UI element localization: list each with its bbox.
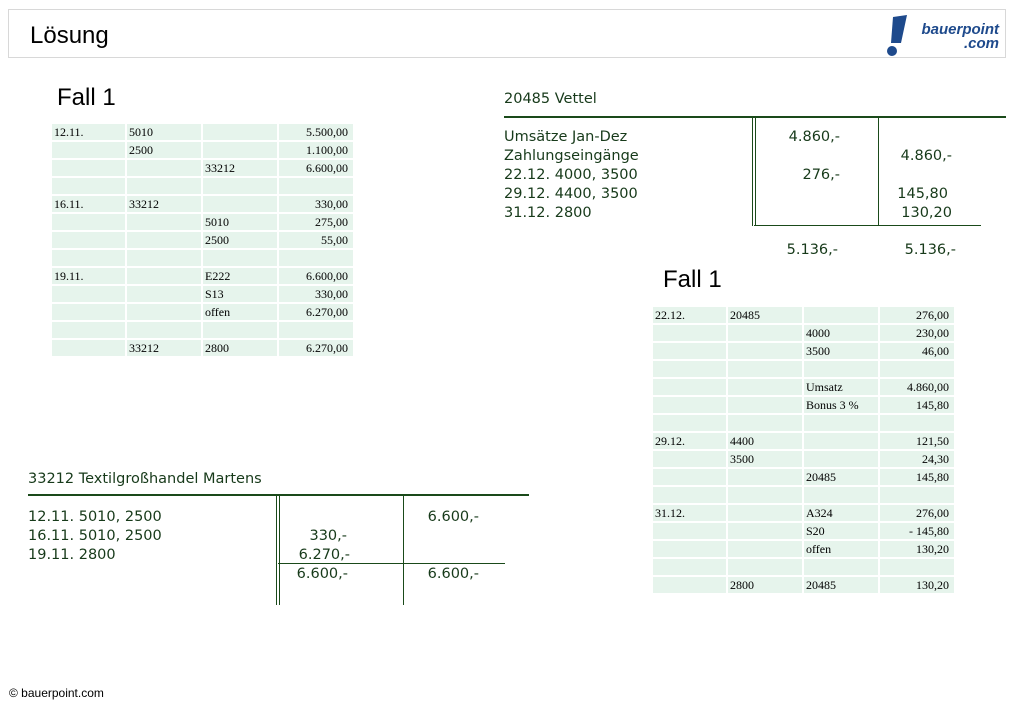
date-cell	[52, 286, 125, 302]
table-row	[653, 577, 954, 593]
amount-cell: 130,20	[880, 541, 954, 557]
soll-konto-cell	[127, 178, 201, 194]
header-bar	[8, 9, 1006, 58]
haben-konto-cell: A324	[804, 505, 878, 521]
amount-cell: 276,00	[880, 505, 954, 521]
amount-cell: 4.860,00	[880, 379, 954, 395]
amount-cell	[279, 178, 353, 194]
haben-konto-cell: Bonus 3 %	[804, 397, 878, 413]
soll-konto-cell	[127, 232, 201, 248]
soll-konto-cell	[127, 268, 201, 284]
t-account-haben-total: 6.600,-	[427, 566, 479, 582]
soll-konto-cell	[728, 325, 802, 341]
amount-cell: 130,20	[880, 577, 954, 593]
haben-konto-cell	[203, 124, 277, 140]
soll-konto-cell	[127, 322, 201, 338]
t-account-line-label: 16.11. 5010, 2500	[28, 528, 162, 544]
amount-cell: 330,00	[279, 196, 353, 212]
date-cell	[52, 250, 125, 266]
date-cell: 12.11.	[52, 124, 125, 140]
haben-konto-cell	[804, 433, 878, 449]
t-account-haben-amount: 6.600,-	[427, 509, 479, 525]
haben-konto-cell: offen	[203, 304, 277, 320]
haben-konto-cell: 2800	[203, 340, 277, 356]
haben-konto-cell: 20485	[804, 469, 878, 485]
soll-konto-cell: 2800	[728, 577, 802, 593]
t-account-line-label: 31.12. 2800	[504, 205, 592, 221]
haben-konto-cell	[203, 250, 277, 266]
haben-konto-cell: 2500	[203, 232, 277, 248]
soll-konto-cell: 2500	[127, 142, 201, 158]
date-cell: 22.12.	[653, 307, 726, 323]
date-cell: 29.12.	[653, 433, 726, 449]
t-account-soll-total: 5.136,-	[786, 242, 838, 258]
t-account-divider	[878, 117, 879, 226]
haben-konto-cell: S20	[804, 523, 878, 539]
table-row	[52, 268, 353, 284]
date-cell	[52, 232, 125, 248]
haben-konto-cell	[804, 451, 878, 467]
soll-konto-cell	[728, 343, 802, 359]
table-row	[653, 469, 954, 485]
journal-table-right	[651, 305, 956, 595]
t-account-line-label: 29.12. 4400, 3500	[504, 186, 638, 202]
soll-konto-cell	[728, 397, 802, 413]
haben-konto-cell: 5010	[203, 214, 277, 230]
haben-konto-cell	[804, 307, 878, 323]
table-row	[52, 178, 353, 194]
logo-text-line2: .com	[963, 35, 999, 52]
t-account-soll-amount: 276,-	[802, 167, 840, 183]
haben-konto-cell: E222	[203, 268, 277, 284]
soll-konto-cell: 3500	[728, 451, 802, 467]
date-cell	[52, 160, 125, 176]
soll-konto-cell	[127, 160, 201, 176]
t-account-title: 33212 Textilgroßhandel Martens	[28, 471, 262, 487]
amount-cell: 145,80	[880, 397, 954, 413]
journal-table-left	[50, 122, 355, 358]
soll-konto-cell	[728, 379, 802, 395]
table-row	[52, 124, 353, 140]
t-account-divider	[755, 117, 756, 226]
t-account-divider	[279, 495, 280, 605]
amount-cell: 55,00	[279, 232, 353, 248]
t-account-sum-line	[754, 225, 981, 226]
amount-cell: 24,30	[880, 451, 954, 467]
soll-konto-cell	[728, 469, 802, 485]
date-cell	[653, 361, 726, 377]
table-row	[653, 325, 954, 341]
t-account-soll-total: 6.600,-	[296, 566, 348, 582]
t-account-soll-amount: 6.270,-	[298, 547, 350, 563]
table-row	[52, 250, 353, 266]
haben-konto-cell: 4000	[804, 325, 878, 341]
haben-konto-cell	[804, 415, 878, 431]
bauerpoint-logo	[879, 13, 1004, 59]
table-row	[52, 196, 353, 212]
t-account-line-label: 22.12. 4000, 3500	[504, 167, 638, 183]
amount-cell	[880, 361, 954, 377]
soll-konto-cell	[127, 304, 201, 320]
amount-cell: 145,80	[880, 469, 954, 485]
haben-konto-cell: 33212	[203, 160, 277, 176]
date-cell	[653, 451, 726, 467]
date-cell	[52, 178, 125, 194]
soll-konto-cell: 20485	[728, 307, 802, 323]
soll-konto-cell	[127, 214, 201, 230]
soll-konto-cell	[728, 415, 802, 431]
haben-konto-cell	[203, 196, 277, 212]
haben-konto-cell	[203, 322, 277, 338]
table-row	[52, 322, 353, 338]
amount-cell: 6.270,00	[279, 304, 353, 320]
t-account-20485-vettel	[504, 91, 1006, 266]
date-cell	[653, 343, 726, 359]
table-row	[653, 361, 954, 377]
amount-cell: 1.100,00	[279, 142, 353, 158]
soll-konto-cell	[728, 541, 802, 557]
date-cell	[52, 304, 125, 320]
haben-konto-cell	[804, 559, 878, 575]
t-account-line-label: Zahlungseingänge	[504, 148, 639, 164]
soll-konto-cell	[127, 286, 201, 302]
amount-cell: 5.500,00	[279, 124, 353, 140]
date-cell	[653, 415, 726, 431]
table-row	[52, 304, 353, 320]
fall-1-right-title: Fall 1	[663, 266, 722, 293]
t-account-soll-amount: 4.860,-	[788, 129, 840, 145]
haben-konto-cell: Umsatz	[804, 379, 878, 395]
table-row	[653, 541, 954, 557]
soll-konto-cell	[728, 361, 802, 377]
amount-cell	[279, 250, 353, 266]
date-cell	[653, 487, 726, 503]
date-cell	[653, 577, 726, 593]
amount-cell: 330,00	[279, 286, 353, 302]
amount-cell: 6.270,00	[279, 340, 353, 356]
amount-cell	[880, 415, 954, 431]
table-row	[653, 343, 954, 359]
soll-konto-cell	[127, 250, 201, 266]
table-row	[52, 286, 353, 302]
soll-konto-cell: 33212	[127, 196, 201, 212]
table-row	[52, 232, 353, 248]
date-cell	[653, 523, 726, 539]
date-cell: 31.12.	[653, 505, 726, 521]
haben-konto-cell	[804, 361, 878, 377]
t-account-haben-amount: 130,20	[901, 205, 952, 221]
date-cell	[653, 325, 726, 341]
copyright-footer: © bauerpoint.com	[9, 686, 104, 700]
soll-konto-cell: 5010	[127, 124, 201, 140]
table-row	[653, 415, 954, 431]
table-row	[653, 523, 954, 539]
haben-konto-cell	[804, 487, 878, 503]
t-account-haben-amount: 145,80	[897, 186, 948, 202]
t-account-line-label: 12.11. 5010, 2500	[28, 509, 162, 525]
amount-cell: 275,00	[279, 214, 353, 230]
table-row	[653, 433, 954, 449]
date-cell	[653, 559, 726, 575]
table-row	[52, 340, 353, 356]
amount-cell: 230,00	[880, 325, 954, 341]
haben-konto-cell: 20485	[804, 577, 878, 593]
soll-konto-cell: 4400	[728, 433, 802, 449]
table-row	[653, 559, 954, 575]
amount-cell: 6.600,00	[279, 268, 353, 284]
soll-konto-cell	[728, 523, 802, 539]
t-account-soll-amount: 330,-	[309, 528, 347, 544]
t-account-divider	[403, 495, 404, 605]
date-cell	[52, 340, 125, 356]
amount-cell	[279, 322, 353, 338]
date-cell	[653, 541, 726, 557]
t-account-divider	[276, 495, 277, 605]
fall-1-left-title: Fall 1	[57, 84, 116, 111]
date-cell	[52, 142, 125, 158]
logo-text	[905, 23, 999, 51]
amount-cell	[880, 487, 954, 503]
t-account-title: 20485 Vettel	[504, 91, 597, 107]
haben-konto-cell: offen	[804, 541, 878, 557]
table-row	[653, 307, 954, 323]
table-row	[52, 160, 353, 176]
amount-cell: - 145,80	[880, 523, 954, 539]
soll-konto-cell	[728, 505, 802, 521]
date-cell	[653, 379, 726, 395]
haben-konto-cell	[203, 142, 277, 158]
haben-konto-cell	[203, 178, 277, 194]
t-account-33212-martens	[28, 471, 530, 606]
soll-konto-cell	[728, 487, 802, 503]
date-cell: 16.11.	[52, 196, 125, 212]
date-cell	[653, 469, 726, 485]
table-row	[653, 451, 954, 467]
amount-cell: 46,00	[880, 343, 954, 359]
soll-konto-cell: 33212	[127, 340, 201, 356]
table-row	[653, 397, 954, 413]
date-cell	[52, 214, 125, 230]
date-cell	[52, 322, 125, 338]
date-cell: 19.11.	[52, 268, 125, 284]
t-account-haben-total: 5.136,-	[904, 242, 956, 258]
t-account-divider	[752, 117, 753, 226]
table-row	[653, 487, 954, 503]
haben-konto-cell: S13	[203, 286, 277, 302]
table-row	[653, 379, 954, 395]
t-account-haben-amount: 4.860,-	[900, 148, 952, 164]
amount-cell: 6.600,00	[279, 160, 353, 176]
amount-cell	[880, 559, 954, 575]
t-account-line-label: 19.11. 2800	[28, 547, 116, 563]
table-row	[52, 142, 353, 158]
page-title: Lösung	[30, 22, 109, 49]
date-cell	[653, 397, 726, 413]
table-row	[653, 505, 954, 521]
haben-konto-cell: 3500	[804, 343, 878, 359]
amount-cell: 276,00	[880, 307, 954, 323]
t-account-sum-line	[278, 563, 505, 564]
logo-text-line1: bauerpoint	[921, 21, 999, 38]
t-account-line-label: Umsätze Jan-Dez	[504, 129, 628, 145]
table-row	[52, 214, 353, 230]
amount-cell: 121,50	[880, 433, 954, 449]
soll-konto-cell	[728, 559, 802, 575]
